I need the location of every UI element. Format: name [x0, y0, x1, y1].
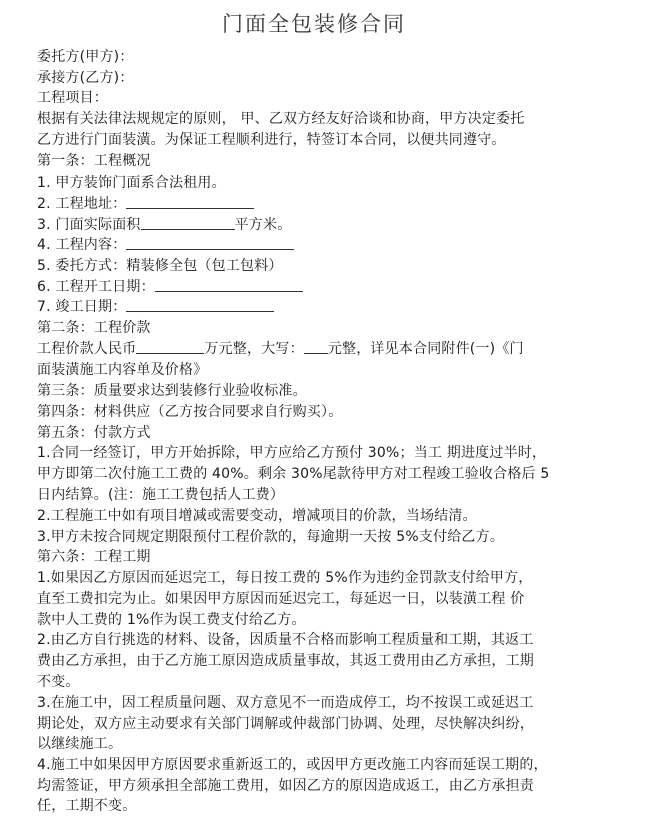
article-6-line-1: 1.如果因乙方原因而延迟完工，每日按工费的 5%作为违约金罚款支付给甲方， — [37, 570, 533, 586]
intro-line-2: 乙方进行门面装潢。为保证工程顺利进行，特签订本合同，以便共同遵守。 — [37, 132, 506, 148]
party-b-label: 承接方(乙方)： — [37, 70, 134, 86]
item-2-label: 2. 工程地址： — [37, 196, 127, 212]
price-words-blank — [304, 339, 328, 354]
article-5-line-2: 甲方即第二次付施工工费的 40%。剩余 30%尾款待甲方对工程竣工验收合格后 5 — [37, 466, 550, 482]
article-6-line-12: 任，工期不变。 — [37, 798, 137, 814]
article-6-line-5: 费由乙方承担，由于乙方施工原因造成质量事故，其返工费用由乙方承担，工期 — [37, 653, 534, 669]
address-blank — [126, 194, 254, 209]
completion-date-blank — [126, 297, 274, 312]
article-3: 第三条：质量要求达到装修行业验收标准。 — [37, 383, 307, 399]
article-1-item-4 — [37, 235, 294, 255]
price-mid: 万元整，大写： — [204, 341, 304, 357]
article-6-line-8: 期论处，双方应主动要求有关部门调解或仲裁部门协调、处理，尽快解决纠纷， — [37, 716, 534, 732]
article-2-price-line — [37, 339, 524, 359]
article-1-item-1: 1. 甲方装饰门面系合法租用。 — [37, 175, 226, 191]
article-5-heading: 第五条：付款方式 — [37, 425, 151, 441]
start-date-blank — [155, 277, 303, 292]
article-1-item-3 — [37, 215, 291, 235]
article-6-heading: 第六条：工程工期 — [37, 549, 151, 565]
article-5-line-5: 3.甲方未按合同规定期限预付工程价款的，每逾期一天按 5%支付给乙方。 — [37, 529, 505, 545]
article-6-line-10: 4.施工中如果因甲方原因要求重新返工的，或因甲方更改施工内容而延误工期的， — [37, 757, 548, 773]
intro-line-1: 根据有关法律法规规定的原则， 甲、乙双方经友好洽谈和协商，甲方决定委托 — [37, 111, 525, 127]
article-1-item-5: 5. 委托方式：精装修全包（包工包料） — [37, 258, 283, 274]
area-blank — [141, 215, 235, 230]
document-title: 门面全包装修合同 — [222, 12, 406, 36]
item-3-label: 3. 门面实际面积 — [37, 217, 141, 233]
item-7-label: 7. 竣工日期： — [37, 299, 127, 315]
article-1-item-6 — [37, 277, 303, 297]
item-6-label: 6. 工程开工日期： — [37, 279, 155, 295]
project-label: 工程项目： — [37, 90, 108, 106]
article-6-line-2: 直至工费扣完为止。如果因甲方原因而延迟完工，每延迟一日，以装潢工程 价 — [37, 591, 525, 607]
article-6-line-6: 不变。 — [37, 674, 80, 690]
article-2-price-line-2: 面装潢施工内容单及价格》 — [37, 362, 208, 378]
article-1-item-7 — [37, 297, 274, 317]
article-6-line-3: 款中人工费的 1%作为误工费支付给乙方。 — [37, 612, 306, 628]
article-1-item-2 — [37, 194, 254, 214]
article-6-line-7: 3.在施工中，因工程质量问题、双方意见不一而造成停工，均不按误工或延迟工 — [37, 695, 534, 711]
article-5-line-4: 2.工程施工中如有项目增减或需要变动，增减项目的价款，当场结清。 — [37, 508, 477, 524]
article-2-heading: 第二条：工程价款 — [37, 320, 151, 336]
price-prefix: 工程价款人民币 — [37, 341, 137, 357]
price-suffix: 元整，详见本合同附件(一)《门 — [327, 341, 524, 357]
article-6-line-4: 2.由乙方自行挑选的材料、设备，因质量不合格而影响工程质量和工期，其返工 — [37, 632, 534, 648]
article-6-line-9: 以继续施工。 — [37, 736, 123, 752]
article-1-heading: 第一条：工程概况 — [37, 153, 151, 169]
article-5-line-1: 1.合同一经签订，甲方开始拆除，甲方应给乙方预付 30%；当工 期进度过半时， — [37, 445, 547, 461]
article-5-line-3: 日内结算。(注：施工工费包括人工费） — [37, 487, 285, 503]
content-blank — [126, 235, 294, 250]
item-4-label: 4. 工程内容： — [37, 237, 127, 253]
article-6-line-11: 均需签证，甲方须承担全部施工费用，如因乙方的原因造成返工，由乙方承担责 — [37, 778, 534, 794]
article-4: 第四条：材料供应（乙方按合同要求自行购买）。 — [37, 404, 343, 420]
party-a-label: 委托方(甲方)： — [37, 49, 134, 65]
price-number-blank — [136, 339, 204, 354]
item-3-unit: 平方米。 — [234, 217, 292, 233]
